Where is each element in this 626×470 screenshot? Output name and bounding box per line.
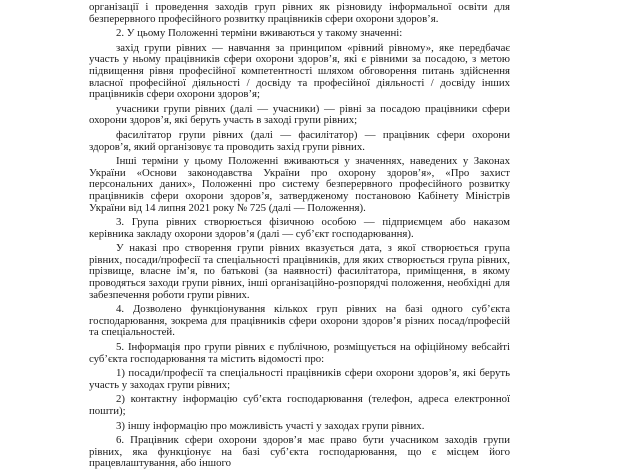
- paragraph: учасники групи рівних (далі — учасники) — рівні за посадою працівники сфери охорони здоров’я, які беруть участь в заході групи рівних;: [89, 102, 510, 127]
- document-body: [89, 2, 510, 470]
- paragraph: 2. У цьому Положенні терміни вживаються у такому значенні:: [116, 27, 403, 40]
- paragraph: 4. Дозволено функціонування кількох груп рівних на базі одного суб’єкта господарювання, зокрема для працівників сфери охорони здоров’я різних посад/професій та спеціальностей.: [89, 303, 510, 339]
- paragraph: 5. Інформація про групи рівних є публічною, розміщується на офіційному вебсайті суб’єкта господарювання та містить відомості про:: [89, 341, 510, 365]
- paragraph: У наказі про створення групи рівних вказується дата, з якої створюється група рівних, посади/професії та спеціальності працівників, для яких створюється група рівних, прізвище, власне ім’я, по батькові (за наявності) фасилітатора, приміщення, в якому проводяться заходи групи рівних, інші організаційно-розпорядчі положення, необхідні для забезпечення роботи групи рівних.: [89, 242, 510, 301]
- paragraph: 2) контактну інформацію суб’єкта господарювання (телефон, адреса електронної пошти);: [89, 393, 510, 417]
- paragraph: Інші терміни у цьому Положенні вживаються у значеннях, наведених у Законах України «Основи законодавства України про охорону здоров’я», «Про захист персональних даних», Положенні про систему безперервного професійного розвитку працівників сфери охорони здоров’я, затвердженому постановою Кабінету Міністрів України від 14 липня 2021 року № 725 (далі — Положення).: [89, 155, 510, 214]
- paragraph: 1) посади/професії та спеціальності працівників сфери охорони здоров’я, які беруть участь у заходах групи рівних;: [89, 367, 510, 391]
- paragraph: захід групи рівних — навчання за принципом «рівний рівному», яке передбачає участь у ньому працівників сфери охорони здоров’я, які є рівними за посадою, з метою підвищення рівня професійної компетентності шляхом обговорення питань здійснення власної професійної діяльності / досвіду та професійної діяльності / досвіду інших працівників сфери охорони здоров’я;: [89, 41, 510, 101]
- paragraph: 6. Працівник сфери охорони здоров’я має право бути учасником заходів групи рівних, яка функціонує на базі суб’єкта господарювання, що є місцем його працевлаштування, або іншого: [89, 434, 510, 470]
- paragraph: 3) іншу інформацію про можливість участі у заходах групи рівних.: [116, 419, 425, 432]
- paragraph: фасилітатор групи рівних (далі — фасилітатор) — працівник сфери охорони здоров’я, який організовує та проводить захід групи рівних.: [89, 128, 510, 153]
- paragraph: організації і проведення заходів груп рівних як різновиду інформальної освіти для безперервного професійного розвитку працівників сфери охорони здоров’я.: [89, 1, 510, 25]
- paragraph: 3. Група рівних створюється фізичною особою — підприємцем або наказом керівника закладу охорони здоров’я (далі — суб’єкт господарювання).: [89, 216, 510, 240]
